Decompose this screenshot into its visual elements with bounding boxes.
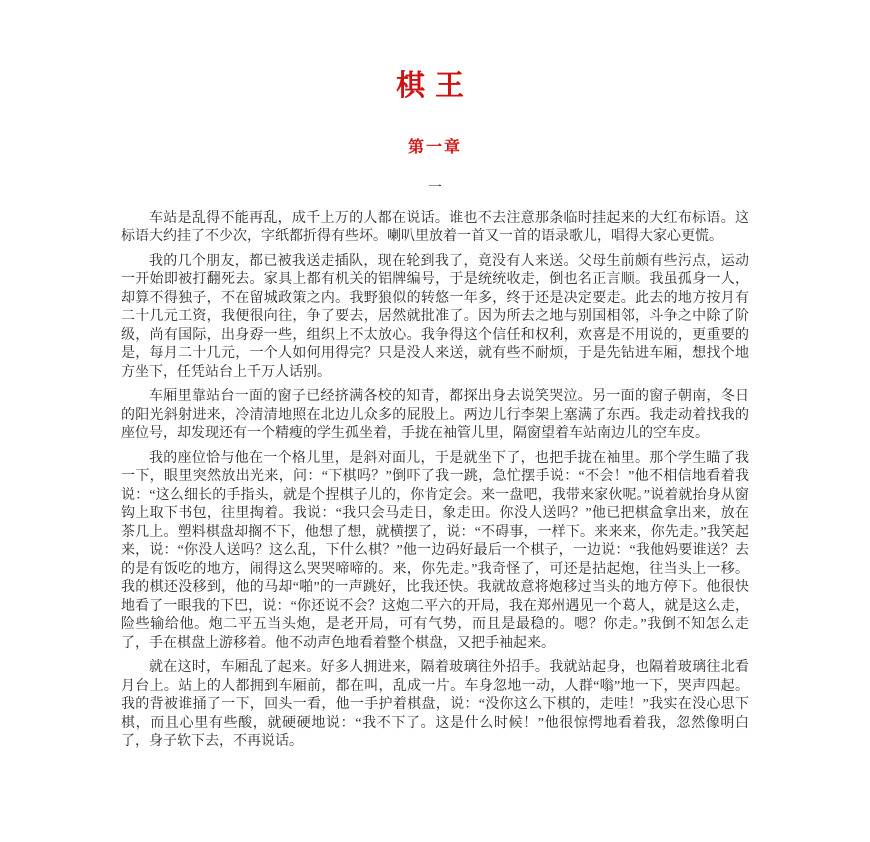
document-title: 棋王 (395, 70, 474, 102)
chapter-heading: 第一章 (407, 139, 462, 157)
paragraph: 车厢里靠站台一面的窗子已经挤满各校的知青，都探出身去说笑哭泣。另一面的窗子朝南，冬日的阳光斜射进来，冷清清地照在北边儿众多的屁股上。两边儿行李架上塞满了东西。我走动着找我的座位号，却发现还有一个精瘦的学生孤坐着，手拢在袖管儿里，隔窗望着车站南边儿的空车皮。 (121, 389, 749, 442)
document-body (121, 210, 749, 752)
section-number: 一 (428, 180, 442, 196)
paragraph: 我的座位恰与他在一个格儿里，是斜对面儿，于是就坐下了，也把手拢在袖里。那个学生瞄了我一下，眼里突然放出光来，问：“下棋吗？”倒吓了我一跳，急忙摆手说：“不会！”他不相信地看着我说：“这么细长的手指头，就是个捏棋子儿的，你肯定会。来一盘吧，我带来家伙呢。”说着就抬身从窗钩上取下书包，往里掏着。我说：“我只会马走日，象走田。你没人送吗？”他已把棋盒拿出来，放在茶几上。塑料棋盘却搁不下，他想了想，就横摆了，说：“不碍事，一样下。来来来，你先走。”我笑起来，说：“你没人送吗？这么乱，下什么棋？”他一边码好最后一个棋子，一边说：“我他妈要谁送？去的是有饭吃的地方，闹得这么哭哭啼啼的。来，你先走。”我奇怪了，可还是拈起炮，往当头上一移。我的棋还没移到，他的马却“啪”的一声跳好，比我还快。我就故意将炮移过当头的地方停下。他很快地看了一眼我的下巴，说：“你还说不会？这炮二平六的开局，我在郑州遇见一个葛人，就是这么走，险些输给他。炮二平五当头炮，是老开局，可有气势，而且是最稳的。嗯？你走。”我倒不知怎么走了，手在棋盘上游移着。他不动声色地看着整个棋盘，又把手袖起来。 (121, 450, 749, 651)
paragraph: 车站是乱得不能再乱，成千上万的人都在说话。谁也不去注意那条临时挂起来的大红布标语。这标语大约挂了不少次，字纸都折得有些坏。喇叭里放着一首又一首的语录歌儿，唱得大家心更慌。 (121, 210, 749, 245)
paragraph: 就在这时，车厢乱了起来。好多人拥进来，隔着玻璃往外招手。我就站起身，也隔着玻璃往北看月台上。站上的人都拥到车厢前，都在叫，乱成一片。车身忽地一动，人群“嗡”地一下，哭声四起。我的背被谁捅了一下，回头一看，他一手护着棋盘，说：“没你这么下棋的，走哇！”我实在没心思下棋，而且心里有些酸，就硬硬地说：“我不下了。这是什么时候！”他很惊愕地看着我，忽然像明白了，身子软下去，不再说话。 (121, 660, 749, 750)
paragraph: 我的几个朋友，都已被我送走插队，现在轮到我了，竟没有人来送。父母生前颇有些污点，运动一开始即被打翻死去。家具上都有机关的铝牌编号，于是统统收走，倒也名正言顺。我虽孤身一人，却算不得独子，不在留城政策之内。我野狼似的转悠一年多，终于还是决定要走。此去的地方按月有二十几元工资，我便很向往，争了要去，居然就批准了。因为所去之地与别国相邻，斗争之中除了阶级，尚有国际，出身孬一些，组织上不太放心。我争得这个信任和权利，欢喜是不用说的，更重要的是，每月二十几元，一个人如何用得完？只是没人来送，就有些不耐烦，于是先钻进车厢，想找个地方坐下，任凭站台上千万人话别。 (121, 253, 749, 380)
